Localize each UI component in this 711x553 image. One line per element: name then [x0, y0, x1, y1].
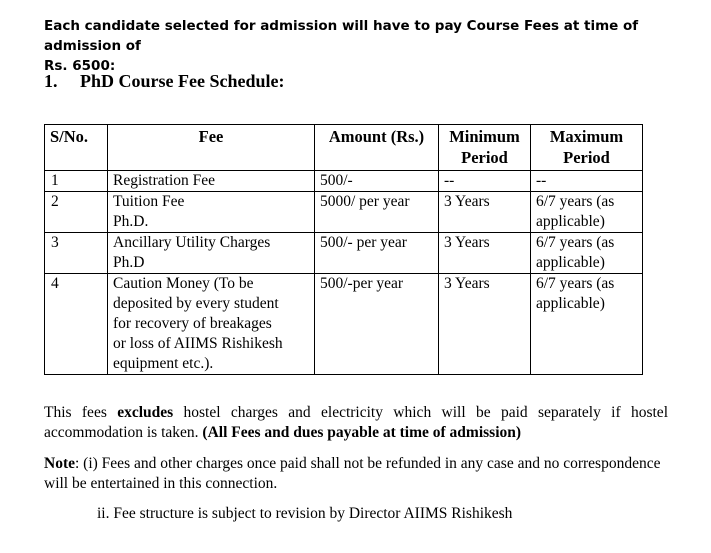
cell-max-period: [531, 233, 643, 274]
fee-line: Tuition Fee: [113, 193, 185, 210]
refund-note-paragraph: [44, 454, 670, 494]
header-maximum-period: [531, 125, 643, 171]
fee-line: equipment etc.).: [113, 355, 214, 372]
max-line: applicable): [536, 254, 605, 271]
cell-max-period: [531, 171, 643, 192]
cell-fee: [108, 171, 315, 192]
fee-line: or loss of AIIMS Rishikesh: [113, 335, 283, 352]
cell-amount: 5000/ per year: [315, 192, 439, 233]
fee-line: Registration Fee: [113, 172, 216, 189]
table-row: [45, 192, 643, 233]
header-minimum-period: [439, 125, 531, 171]
note-label: Note: [44, 455, 75, 472]
cell-min-period: 3 Years: [439, 274, 531, 375]
cell-sno: 2: [45, 192, 108, 233]
hostel-note-a: This fees: [44, 404, 118, 421]
intro-line-2: Rs. 6500:: [44, 58, 116, 74]
header-amount: Amount (Rs.): [315, 125, 439, 171]
max-line: 6/7 years (as: [536, 275, 615, 292]
cell-fee: [108, 274, 315, 375]
header-fee: Fee: [108, 125, 315, 171]
cell-amount: 500/-per year: [315, 274, 439, 375]
section-heading: [44, 71, 284, 92]
cell-sno: 3: [45, 233, 108, 274]
header-max-line-2: Period: [563, 148, 610, 167]
table-header-row: [45, 125, 643, 171]
cell-min-period: 3 Years: [439, 233, 531, 274]
section-title: PhD Course Fee Schedule:: [80, 71, 285, 91]
hostel-note-c: hostel charges and electricity which will be paid separately if hostel accommodation is taken.: [44, 404, 668, 441]
revision-note: ii. Fee structure is subject to revision by Director AIIMS Rishikesh: [97, 505, 513, 522]
fee-line: Ph.D.: [113, 213, 149, 230]
fee-line: deposited by every student: [113, 295, 279, 312]
fee-schedule-table: [44, 124, 643, 375]
hostel-note-excludes: excludes: [117, 404, 174, 421]
fee-line: Ph.D: [113, 254, 145, 271]
max-line: applicable): [536, 295, 605, 312]
header-max-line-1: Maximum: [549, 127, 624, 146]
max-line: --: [536, 172, 547, 189]
fee-line: Caution Money (To be: [113, 275, 254, 292]
cell-min-period: --: [439, 171, 531, 192]
fee-line: Ancillary Utility Charges: [113, 234, 271, 251]
cell-amount: 500/- per year: [315, 233, 439, 274]
cell-sno: 1: [45, 171, 108, 192]
max-line: 6/7 years (as: [536, 193, 615, 210]
cell-amount: 500/-: [315, 171, 439, 192]
header-min-line-1: Minimum: [449, 127, 520, 146]
intro-line-1: Each candidate selected for admission will have to pay Course Fees at time of admission of: [44, 18, 639, 54]
table-row: [45, 274, 643, 375]
hostel-note-paragraph: [44, 403, 668, 443]
fee-line: for recovery of breakages: [113, 315, 272, 332]
cell-max-period: [531, 274, 643, 375]
section-number: 1.: [44, 71, 58, 91]
max-line: applicable): [536, 213, 605, 230]
cell-fee: [108, 233, 315, 274]
cell-fee: [108, 192, 315, 233]
table-row: [45, 233, 643, 274]
header-min-line-2: Period: [461, 148, 508, 167]
cell-min-period: 3 Years: [439, 192, 531, 233]
hostel-note-admission: (All Fees and dues payable at time of admission): [202, 424, 522, 441]
max-line: 6/7 years (as: [536, 234, 615, 251]
intro-paragraph: [44, 16, 664, 76]
cell-max-period: [531, 192, 643, 233]
cell-sno: 4: [45, 274, 108, 375]
refund-note-text: : (i) Fees and other charges once paid shall not be refunded in any case and no correspondence will be entertained in this connection.: [44, 455, 661, 492]
table-row: [45, 171, 643, 192]
header-sno: S/No.: [45, 125, 108, 171]
